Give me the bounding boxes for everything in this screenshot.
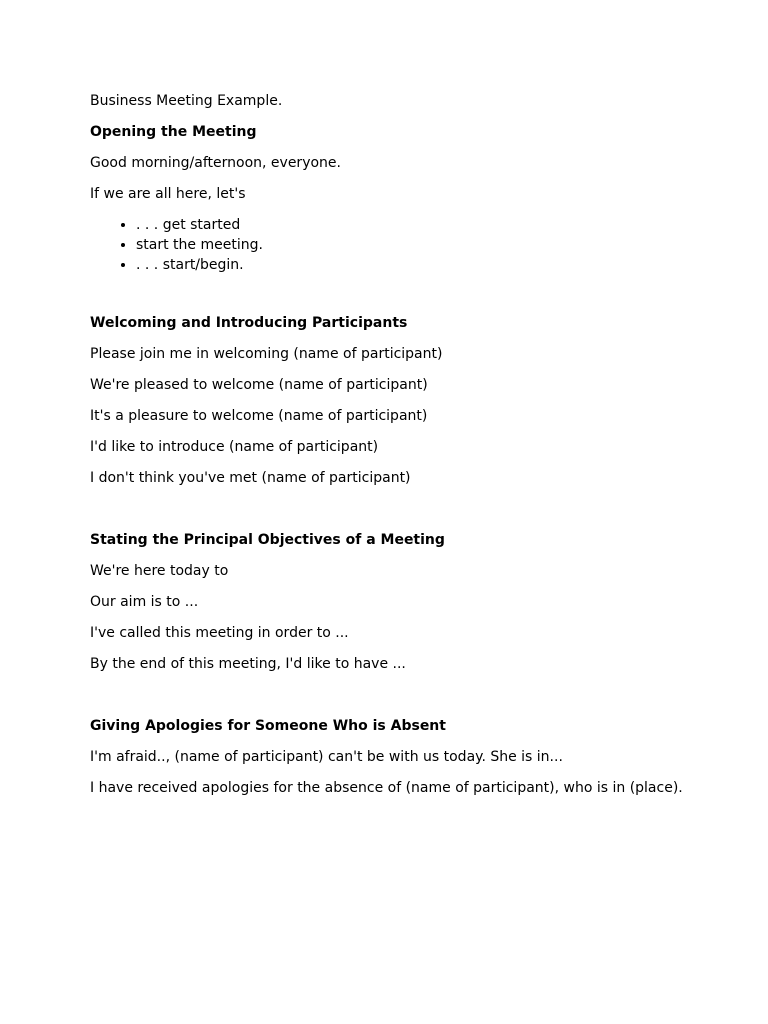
paragraph: I'd like to introduce (name of participant) <box>90 439 379 455</box>
paragraph: Our aim is to ... <box>90 594 199 610</box>
paragraph: I have received apologies for the absence of (name of participant), who is in (place). <box>90 780 683 796</box>
section-heading: Welcoming and Introducing Participants <box>90 315 408 331</box>
paragraph: By the end of this meeting, I'd like to have ... <box>90 656 406 672</box>
paragraph: I don't think you've met (name of participant) <box>90 470 411 486</box>
spacer <box>90 501 690 532</box>
paragraph: I'm afraid.., (name of participant) can't be with us today. She is in... <box>90 749 563 765</box>
spacer <box>90 687 690 718</box>
document-page <box>90 93 690 811</box>
list-item: • . . . start/begin. <box>136 257 690 274</box>
section-welcoming <box>90 315 690 487</box>
document-title: Business Meeting Example. <box>90 93 283 109</box>
paragraph: We're here today to <box>90 563 229 579</box>
section-heading: Giving Apologies for Someone Who is Absent <box>90 718 446 734</box>
list-item: • start the meeting. <box>136 237 690 254</box>
bullet-list <box>90 217 690 274</box>
section-apologies <box>90 718 690 797</box>
section-heading: Stating the Principal Objectives of a Meeting <box>90 532 445 548</box>
paragraph: We're pleased to welcome (name of participant) <box>90 377 428 393</box>
paragraph: It's a pleasure to welcome (name of participant) <box>90 408 428 424</box>
paragraph: Good morning/afternoon, everyone. <box>90 155 341 171</box>
section-objectives <box>90 532 690 673</box>
paragraph: If we are all here, let's <box>90 186 246 202</box>
spacer <box>90 277 690 315</box>
section-opening <box>90 124 690 274</box>
paragraph: Please join me in welcoming (name of participant) <box>90 346 443 362</box>
paragraph: I've called this meeting in order to ... <box>90 625 349 641</box>
section-heading: Opening the Meeting <box>90 124 257 140</box>
list-item: • . . . get started <box>136 217 690 234</box>
